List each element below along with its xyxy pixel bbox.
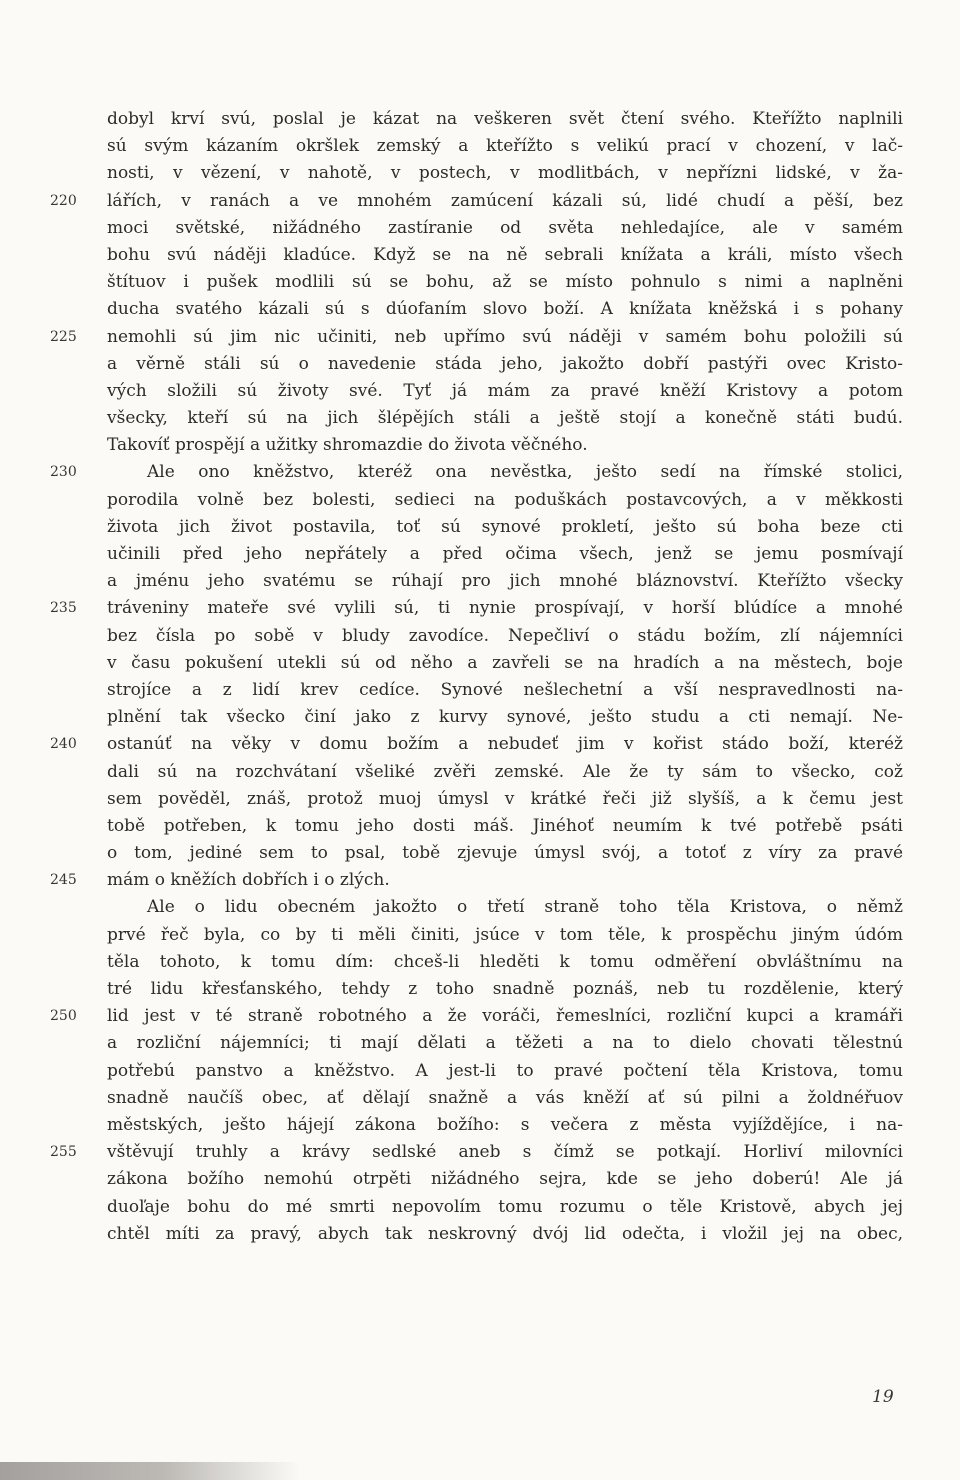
line-text: duoľaje bohu do mé smrti nepovolím tomu rozumu o těle Kristově, abych jej: [107, 1196, 903, 1217]
line-text: dali sú na rozchvátaní všeliké zvěři zemské. Ale že ty sám to všecko, což: [107, 761, 903, 782]
line-number: 235: [50, 600, 77, 617]
text-line: [107, 215, 903, 242]
line-text: bez čísla po sobě v bludy zavodíce. Nepečliví o stádu božím, zlí nájemníci: [107, 625, 903, 646]
text-line: [50, 188, 903, 215]
line-text: porodila volně bez bolesti, sedieci na poduškách postavcových, a v měkkosti: [107, 489, 903, 510]
line-text: zákona božího nemohú otrpěti nižádného sejra, kde se jeho doberú! Ale já: [107, 1169, 903, 1190]
text-line: [107, 242, 903, 269]
text-line: [107, 133, 903, 160]
text-line: [107, 106, 903, 133]
text-line: [107, 378, 903, 405]
text-line: [107, 1194, 903, 1221]
line-text: a jménu jeho svatému se rúhají pro jich mnohé bláznovství. Kteřížto všecky: [107, 571, 903, 592]
text-line: [107, 704, 903, 731]
line-text: lid jest v té straně robotného a že voráči, řemeslníci, rozliční kupci a kramáři: [107, 1006, 903, 1027]
line-number: 220: [50, 192, 77, 209]
line-text: těla tohoto, k tomu dím: chceš-li hleděti k tomu odměření obvláštnímu na: [107, 951, 903, 972]
text-line: [50, 459, 903, 486]
line-text: snadně naučíš obec, ať dělají snažně a vás kněží ať sú pilni a žoldnéřuov: [107, 1087, 903, 1108]
line-text: plnění tak všecko činí jako z kurvy synové, ješto studu a cti nemají. Ne-: [107, 707, 903, 728]
text-line: [50, 1003, 903, 1030]
line-text: ducha svatého kázali sú s dúofaním slovo boží. A knížata kněžská i s pohany: [107, 299, 903, 320]
line-text: a věrně stáli sú o navedenie stáda jeho, jakožto dobří pastýři ovec Kristo-: [107, 353, 903, 374]
text-line: [107, 1112, 903, 1139]
line-text: štítuov i pušek modlili sú se bohu, až se místo pohnulo s nimi a naplněni: [107, 272, 903, 293]
text-line: [107, 405, 903, 432]
page-number: 19: [872, 1387, 894, 1407]
line-text: v času pokušení utekli sú od něho a zavřeli se na hradích a na městech, boje: [107, 652, 903, 673]
text-line: [107, 160, 903, 187]
text-line: [107, 813, 903, 840]
line-text: všecky, kteří sú na jich šlépějích stáli a ještě stojí a konečně státi budú.: [107, 408, 903, 429]
line-text: tráveniny mateře své vylili sú, ti nynie prospívají, v horší blúdíce a mnohé: [107, 598, 903, 619]
line-text: Takovíť prospějí a užitky shromazdie do života věčného.: [107, 435, 588, 456]
line-text: potřebú panstvo a kněžstvo. A jest-li to pravé počtení těla Kristova, tomu: [107, 1060, 903, 1081]
line-number: 225: [50, 328, 77, 345]
line-number: 240: [50, 736, 77, 753]
line-text: moci světské, nižádného zastíranie od světa nehledajíce, ale v samém: [107, 217, 903, 238]
text-line: [107, 786, 903, 813]
line-text: učinili před jeho nepřátely a před očima všech, jenž se jemu posmívají: [107, 544, 903, 564]
text-line: [107, 487, 903, 514]
text-line: [107, 677, 903, 704]
line-text: bohu svú náději kladúce. Když se na ně sebrali knížata a králi, místo všech: [107, 244, 903, 265]
line-text: nemohli sú jim nic učiniti, neb upřímo svú náději v samém bohu položili sú: [107, 326, 903, 347]
line-number: 250: [50, 1008, 77, 1025]
text-line: [107, 568, 903, 595]
line-text: sem pověděl, znáš, protož muoj úmysl v krátké řeči již slyšíš, a k čemu jest: [107, 788, 903, 809]
text-line: [107, 1030, 903, 1057]
line-text: ostanúť na věky v domu božím a nebudeť jim v kořist stádo boží, kteréž: [107, 734, 903, 755]
line-number: 230: [50, 464, 77, 481]
line-text: tré lidu křesťanského, tehdy z toho snadně poznáš, neb tu rozdělenie, který: [107, 979, 903, 999]
text-line: [107, 514, 903, 541]
text-line: [107, 432, 903, 459]
line-text: a rozliční nájemníci; ti mají dělati a těžeti a na to dielo chovati tělestnú: [107, 1033, 903, 1054]
text-line: [50, 324, 903, 351]
line-number: 245: [50, 872, 77, 889]
text-line: [107, 1221, 903, 1248]
text-line: [107, 623, 903, 650]
line-text: chtěl míti za pravý, abych tak neskrovný dvój lid odečta, i vložil jej na obec,: [107, 1223, 903, 1244]
body-text: [50, 106, 903, 1248]
text-line: [107, 922, 903, 949]
text-line: [107, 976, 903, 1003]
scan-shadow: [0, 1462, 300, 1480]
line-number: 255: [50, 1144, 77, 1161]
text-line: [107, 1058, 903, 1085]
text-line: [107, 269, 903, 296]
line-text: nosti, v vězení, v nahotě, v postech, v modlitbách, v nepřízni lidské, v ža-: [107, 163, 903, 184]
text-line: [50, 731, 903, 758]
text-line: [107, 949, 903, 976]
line-text: sú svým kázaním okršlek zemský a kteřížto s velikú prací v chození, v lač-: [107, 136, 903, 157]
line-text: života jich život postavila, toť sú synové prokletí, ješto sú boha beze cti: [107, 516, 903, 537]
text-line: [107, 541, 903, 568]
line-text: dobyl krví svú, poslal je kázat na veškeren svět čtení svého. Kteřížto naplnili: [107, 109, 903, 129]
text-line: [107, 840, 903, 867]
line-text: strojíce a z lidí krev cedíce. Synové nešlechetní a vší nespravedlnosti na-: [107, 679, 903, 700]
text-line: [50, 595, 903, 622]
line-text: o tom, jediné sem to psal, tobě zjevuje úmysl svój, a totoť z víry za pravé: [107, 843, 903, 864]
line-text: prvé řeč byla, co by ti měli činiti, jsúce v tom těle, k prospěchu jiným údóm: [107, 924, 903, 945]
text-line: [107, 1085, 903, 1112]
line-text: Ale ono kněžstvo, kteréž ona nevěstka, ješto sedí na římské stolici,: [147, 462, 903, 483]
text-line: [107, 650, 903, 677]
text-line: [107, 296, 903, 323]
line-text: mám o kněžích dobřích i o zlých.: [107, 870, 390, 891]
line-text: tobě potřeben, k tomu jeho dosti máš. Jinéhoť neumím k tvé potřebě psáti: [107, 815, 903, 836]
text-line: [107, 351, 903, 378]
text-line: [50, 867, 903, 894]
text-line: [107, 1166, 903, 1193]
text-line: [107, 894, 903, 921]
line-text: Ale o lidu obecném jakožto o třetí straně toho těla Kristova, o němž: [147, 897, 903, 918]
line-text: vých složili sú životy své. Tyť já mám za pravé kněží Kristovy a potom: [107, 380, 903, 401]
line-text: městských, ješto hájejí zákona božího: s večera z města vyjíždějíce, i na-: [107, 1114, 903, 1135]
line-text: lářích, v ranách a ve mnohém zamúcení kázali sú, lidé chudí a pěší, bez: [107, 190, 903, 211]
text-line: [107, 759, 903, 786]
line-text: vštěvují truhly a krávy sedlské aneb s čímž se potkají. Horliví milovníci: [107, 1142, 903, 1163]
text-line: [50, 1139, 903, 1166]
